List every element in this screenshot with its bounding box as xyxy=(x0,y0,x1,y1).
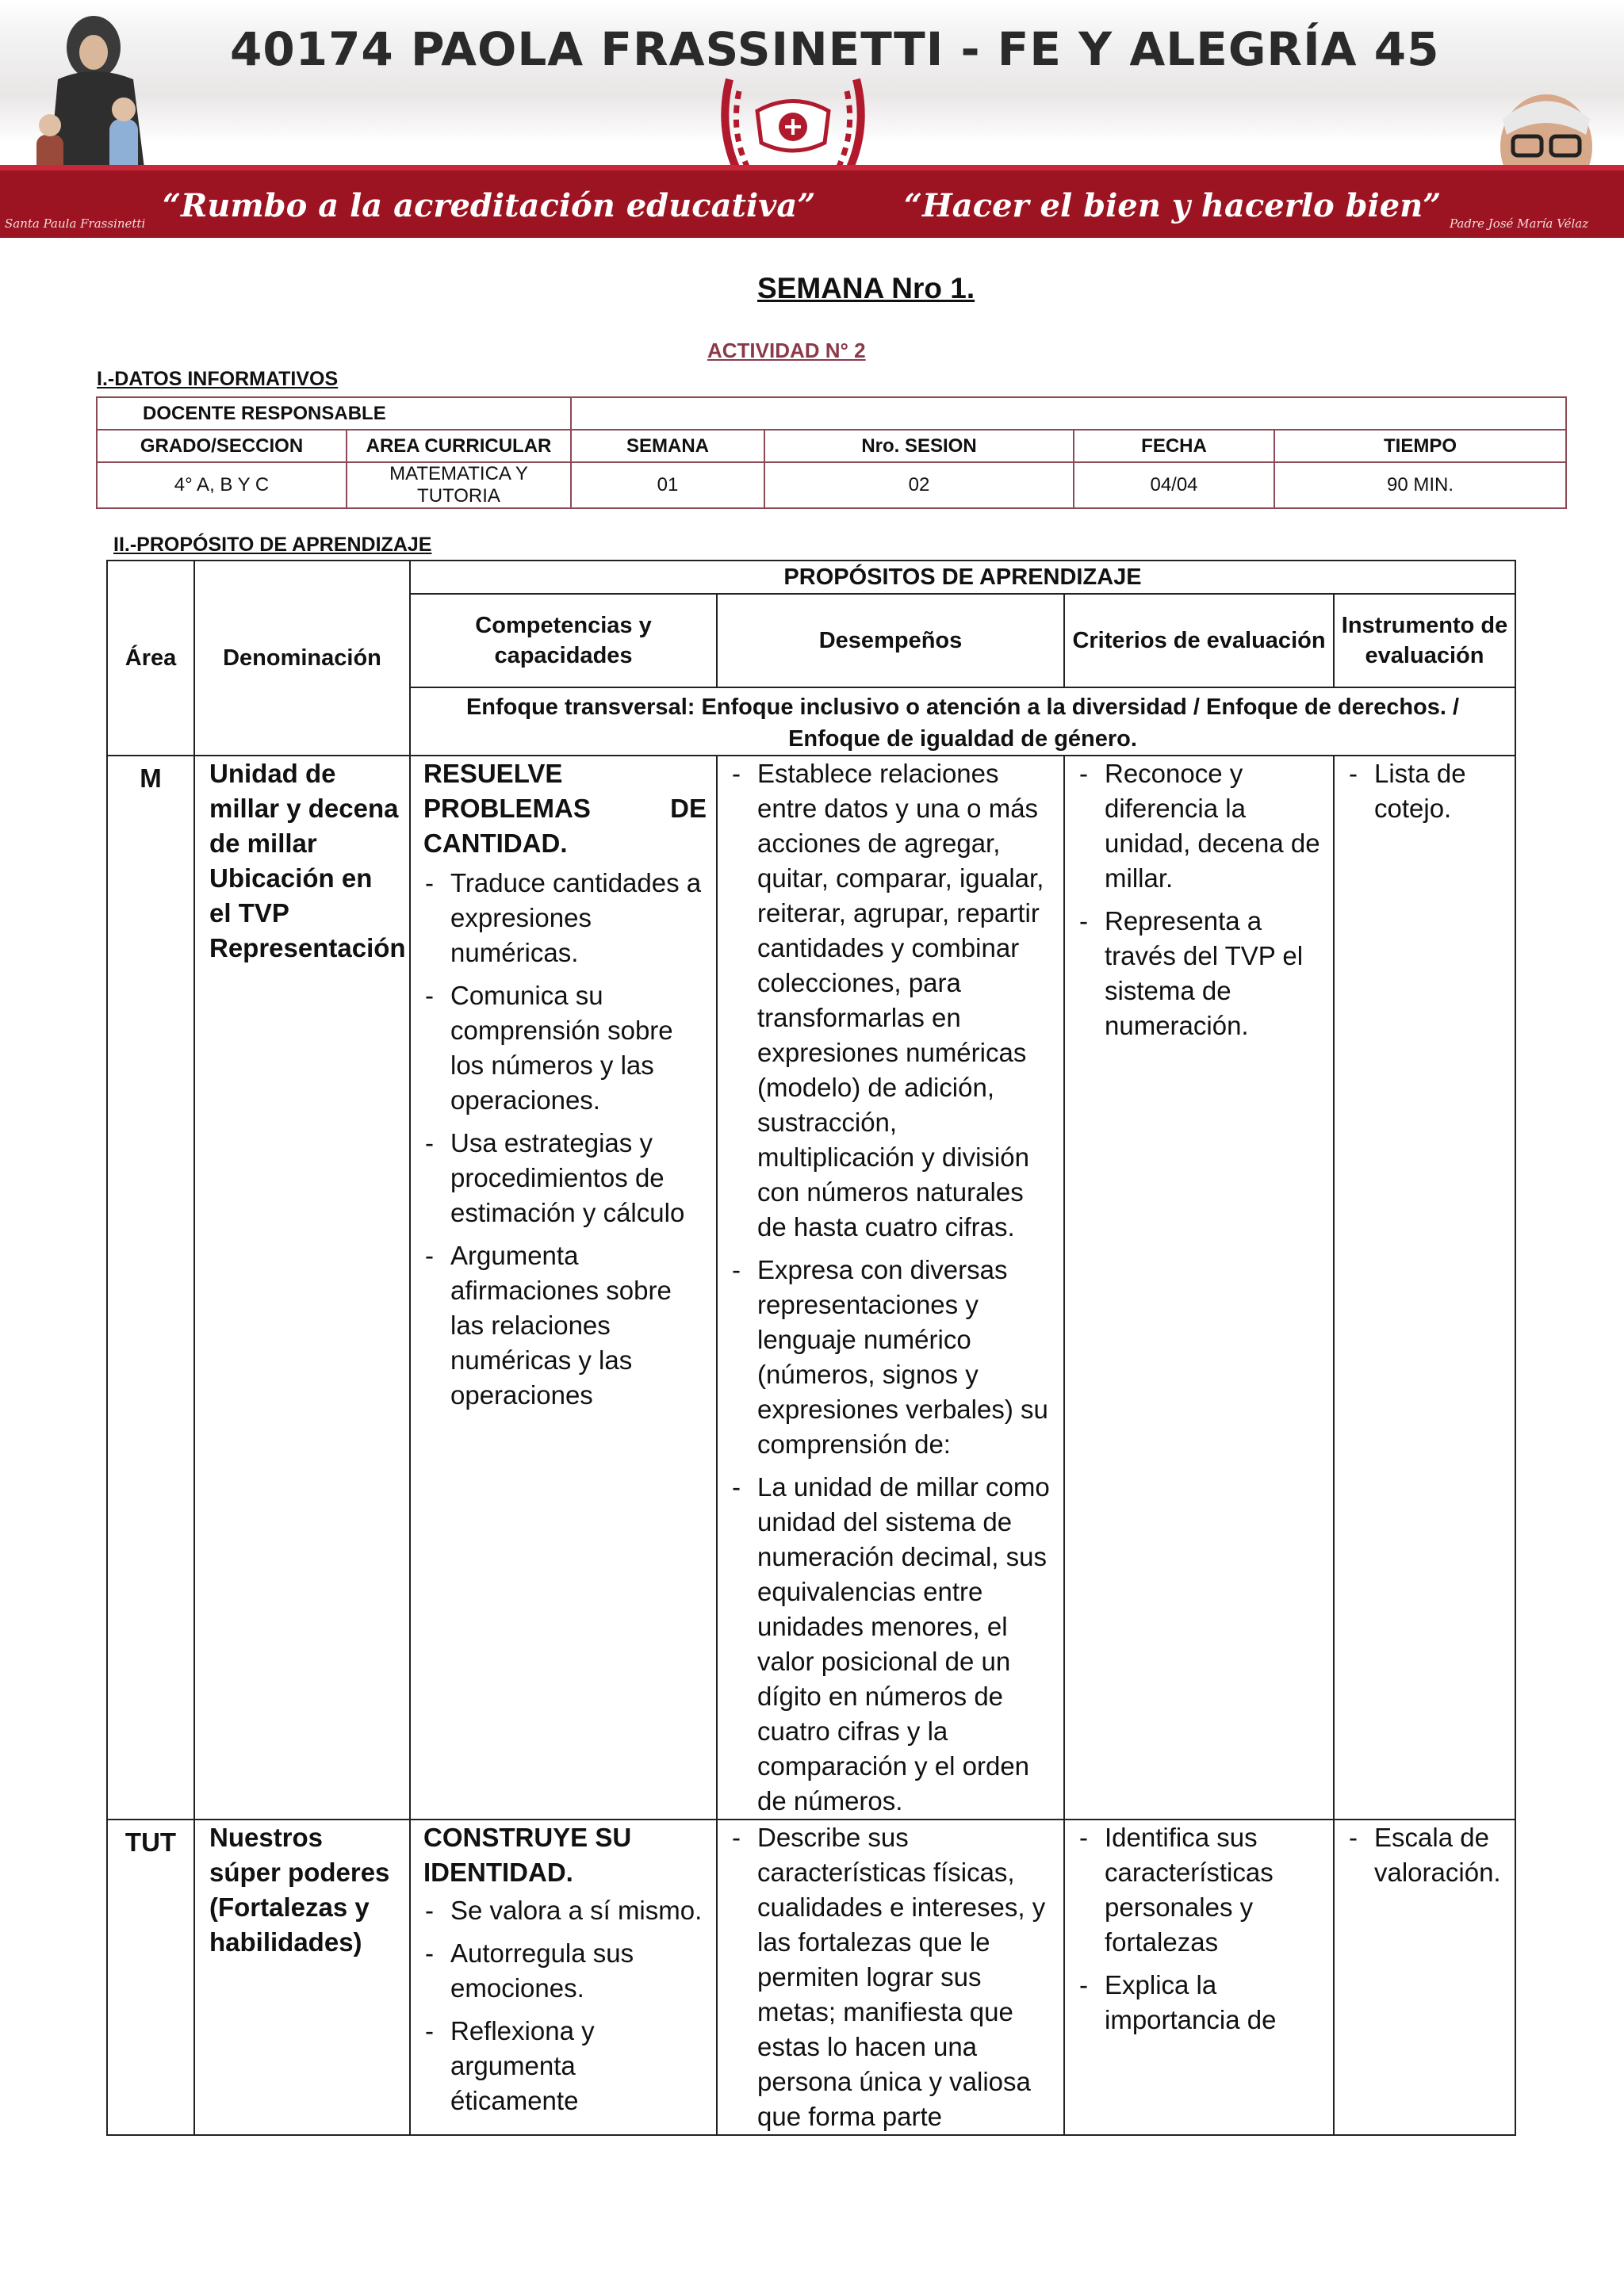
table-row-matematica xyxy=(107,756,1515,1820)
header-instrumento-col: Instrumento de evaluación xyxy=(1334,594,1515,687)
instrumento-list xyxy=(1347,756,1508,826)
desempenos-list xyxy=(730,756,1054,1819)
list-item: - Traduce cantidades a expresiones numéricas. xyxy=(423,866,707,970)
header-fecha: FECHA xyxy=(1074,430,1274,462)
school-title: 40174 PAOLA FRASSINETTI - FE Y ALEGRÍA 45 xyxy=(230,22,1440,76)
header-semana: SEMANA xyxy=(571,430,764,462)
header-criterios-col: Criterios de evaluación xyxy=(1064,594,1334,687)
criterios-cell xyxy=(1064,1820,1334,2135)
value-sesion: 02 xyxy=(764,462,1074,508)
competencia-title: CONSTRUYE SU IDENTIDAD. xyxy=(423,1823,632,1887)
capacidades-list xyxy=(423,1893,707,2118)
datos-informativos-table xyxy=(96,396,1567,509)
list-item: - Usa estrategias y procedimientos de estimación y cálculo xyxy=(423,1126,707,1230)
docente-row xyxy=(97,397,1566,430)
docente-value xyxy=(571,397,1566,430)
week-title: SEMANA Nro 1. xyxy=(757,272,975,304)
criterios-cell xyxy=(1064,756,1334,1820)
competencias-cell xyxy=(410,1820,717,2135)
list-item: - Se valora a sí mismo. xyxy=(423,1893,707,1928)
header-area-col: Área xyxy=(107,561,194,756)
motto-right: “Hacer el bien y hacerlo bien” xyxy=(904,187,1442,224)
banner-divider xyxy=(0,165,1624,170)
value-fecha: 04/04 xyxy=(1074,462,1274,508)
header-competencias-col: Competencias y capacidades xyxy=(410,594,717,687)
list-item: - Lista de cotejo. xyxy=(1347,756,1508,826)
list-item: - Explica la importancia de xyxy=(1078,1968,1325,2038)
desempenos-cell xyxy=(717,1820,1064,2135)
value-semana: 01 xyxy=(571,462,764,508)
list-item: - Reconoce y diferencia la unidad, decena de millar. xyxy=(1078,756,1325,896)
list-item: - Comunica su comprensión sobre los números y las operaciones. xyxy=(423,978,707,1118)
saint-caption: Santa Paula Frassinetti xyxy=(5,216,146,231)
denominacion-cell: Unidad de millar y decena de millar Ubicación en el TVP Representación xyxy=(194,756,410,1820)
table-row-tutoria xyxy=(107,1820,1515,2135)
value-grado: 4° A, B Y C xyxy=(97,462,347,508)
desempenos-list xyxy=(730,1820,1054,2134)
list-item: - Reflexiona y argumenta éticamente xyxy=(423,2014,707,2118)
datos-header-row xyxy=(97,430,1566,462)
criterios-list xyxy=(1078,756,1325,1043)
list-item: - Argumenta afirmaciones sobre las relaciones numéricas y las operaciones xyxy=(423,1238,707,1413)
datos-value-row xyxy=(97,462,1566,508)
competencias-cell xyxy=(410,756,717,1820)
instrumento-cell xyxy=(1334,756,1515,1820)
proposito-table-title: PROPÓSITOS DE APRENDIZAJE xyxy=(410,561,1515,594)
list-item: - Establece relaciones entre datos y una o más acciones de agregar, quitar, comparar, igualar, reiterar, agrupar, repartir cantidades y combinar colecciones, para transformarlas en expresiones numéricas (modelo) de adición, sustracción, multiplicación y división con números naturales de hasta cuatro cifras. xyxy=(730,756,1054,1245)
header-sesion: Nro. SESION xyxy=(764,430,1074,462)
desempenos-cell xyxy=(717,756,1064,1820)
proposito-title-row xyxy=(107,561,1515,594)
area-cell: TUT xyxy=(107,1820,194,2135)
header-area: AREA CURRICULAR xyxy=(347,430,571,462)
instrumento-list xyxy=(1347,1820,1508,1890)
value-tiempo: 90 MIN. xyxy=(1274,462,1566,508)
header-tiempo: TIEMPO xyxy=(1274,430,1566,462)
header-grado: GRADO/SECCION xyxy=(97,430,347,462)
list-item: - Describe sus características físicas, cualidades e intereses, y las fortalezas que le permiten lograr sus metas; manifiesta que estas lo hacen una persona única y valiosa que forma parte xyxy=(730,1820,1054,2134)
denominacion-cell: Nuestros súper poderes (Fortalezas y habilidades) xyxy=(194,1820,410,2135)
enfoque-transversal: Enfoque transversal: Enfoque inclusivo o atención a la diversidad / Enfoque de derechos. / Enfoque de igualdad de género. xyxy=(410,687,1515,756)
activity-title: ACTIVIDAD N° 2 xyxy=(707,339,866,362)
instrumento-cell xyxy=(1334,1820,1515,2135)
area-cell: M xyxy=(107,756,194,1820)
section-datos-title: I.-DATOS INFORMATIVOS xyxy=(97,368,339,390)
header-denominacion-col: Denominación xyxy=(194,561,410,756)
list-item: - Identifica sus características personales y fortalezas xyxy=(1078,1820,1325,1960)
school-banner xyxy=(0,0,1624,238)
list-item: - Representa a través del TVP el sistema de numeración. xyxy=(1078,904,1325,1043)
docente-label: DOCENTE RESPONSABLE xyxy=(97,397,571,430)
competencia-title: RESUELVE PROBLEMAS DE CANTIDAD. xyxy=(423,759,707,858)
header-desempenos-col: Desempeños xyxy=(717,594,1064,687)
founder-caption: Padre José María Vélaz xyxy=(1450,216,1589,231)
value-area: MATEMATICA Y TUTORIA xyxy=(347,462,571,508)
list-item: - Escala de valoración. xyxy=(1347,1820,1508,1890)
criterios-list xyxy=(1078,1820,1325,2038)
section-proposito-title: II.-PROPÓSITO DE APRENDIZAJE xyxy=(113,534,432,556)
motto-left: “Rumbo a la acreditación educativa” xyxy=(163,187,816,224)
list-item: - Expresa con diversas representaciones y lenguaje numérico (números, signos y expresiones verbales) su comprensión de: xyxy=(730,1253,1054,1462)
list-item: - La unidad de millar como unidad del sistema de numeración decimal, sus equivalencias entre unidades menores, el valor posicional de un dígito en números de cuatro cifras y la comparación y el orden de números. xyxy=(730,1470,1054,1819)
list-item: - Autorregula sus emociones. xyxy=(423,1936,707,2006)
proposito-table xyxy=(106,560,1516,2136)
capacidades-list xyxy=(423,866,707,1413)
